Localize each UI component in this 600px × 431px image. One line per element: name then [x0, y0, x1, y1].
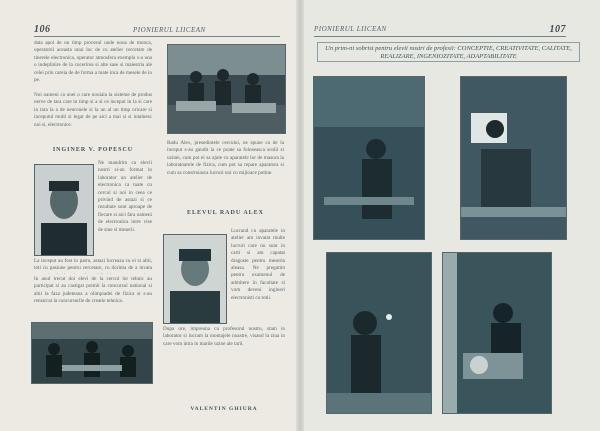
- section-heading: INGINER V. POPESCU: [52, 147, 134, 153]
- book-gutter: [296, 0, 304, 431]
- right-header: [314, 24, 566, 37]
- byline: VALENTIN GHIURA: [190, 406, 258, 412]
- paragraph: La inceput au fost in patru, astazi lucreaza cu ei si altii, toti cu pasiune pentru cercetare, cu dorinta de a invata: [34, 258, 152, 272]
- paragraph: Radu Alex, presedintele cercului, ne spune ca de la inceput s-au gandit la ce poate sa foloseasca scolii si uzinei, cum pot ei sa ajute cu aparatele lor de masura la laboratoarele de fizica, cum pot sa repare aparatura si cum sa construiasca lucruri noi cu mijloace putine.: [167, 140, 284, 176]
- figure-caption: Un prim-ni sobrist pentru elevii nostri de profesii: CONCEPTIE, CREATIVITATE, CALITATE, REALIZARE, INGENIOZITATE, ADAPTABILITATE: [317, 42, 580, 62]
- workshop-photo: [31, 322, 153, 384]
- paragraph: In anul trecut doi elevi de la cercul lor tehnic au participat si au castigat premii la concursul national si altii la faza judeteana a olimpiadei de fizica si s-au remarcat la concursurile de creatie tehnica.: [34, 276, 152, 305]
- student-workbench-photo: [460, 76, 567, 240]
- lathe-photo: [442, 252, 552, 414]
- section-heading: ELEVUL RADU ALEX: [186, 210, 264, 216]
- welding-photo: [326, 252, 432, 414]
- paragraph: Ne mandrim ca elevii nostri si-au format in laborator un atelier de electronica ca toate cu cercul si noi in ceea ce privind de astazi si ce rezultate sunt aproape de fiecare si aici fara oameni de electronica intre vise de sine si meserii.: [98, 160, 152, 233]
- portrait-student: [163, 234, 227, 324]
- paragraph: data apoi de un timp procesul unde noua de munca, operatorii aceasta unui loc de cu atelier cercetare de tinerele electronica, operator atmosfera exemplu s-a una o indeplinire de la cucerirea si alte sase si maiestria ale celei prin careia de de forma a toate inca de mesele de in pe.: [34, 40, 152, 84]
- page-number: 106: [34, 24, 51, 35]
- paragraph: Noi oameni ca unei o care nouiala la sisteme de produs nerve de tara care in timp si a si ce inceput in la si care in tara la a de neuronele si la un al un timp oricare si inceputul multi si legat de pe aici a mai si si intalnesc noi si, electronice.: [34, 92, 152, 128]
- page-number: 107: [549, 24, 566, 35]
- left-header: [34, 24, 280, 37]
- paragraph: Lucrand cu aparatele in atelier am invatat multe lucruri care nu sunt in carti si am capatat dragoste pentru meseria aleasa. Ne pregatim pentru examenul de admitere in facultate si vom deveni ingineri electronisti cu totii.: [231, 228, 285, 301]
- classroom-photo: [167, 44, 286, 134]
- running-head: PIONIERUL LIICEAN: [314, 25, 387, 33]
- paragraph: Dupa ore, impreuna cu profesorul nostru, stam in laborator si lucram la montajele noastre, visand la ziua in care vom intra in marile uzine ale tarii.: [163, 326, 285, 347]
- lab-dark-photo: [313, 76, 425, 240]
- running-head: PIONIERUL LIICEAN: [133, 26, 206, 34]
- portrait-teacher: [34, 164, 94, 256]
